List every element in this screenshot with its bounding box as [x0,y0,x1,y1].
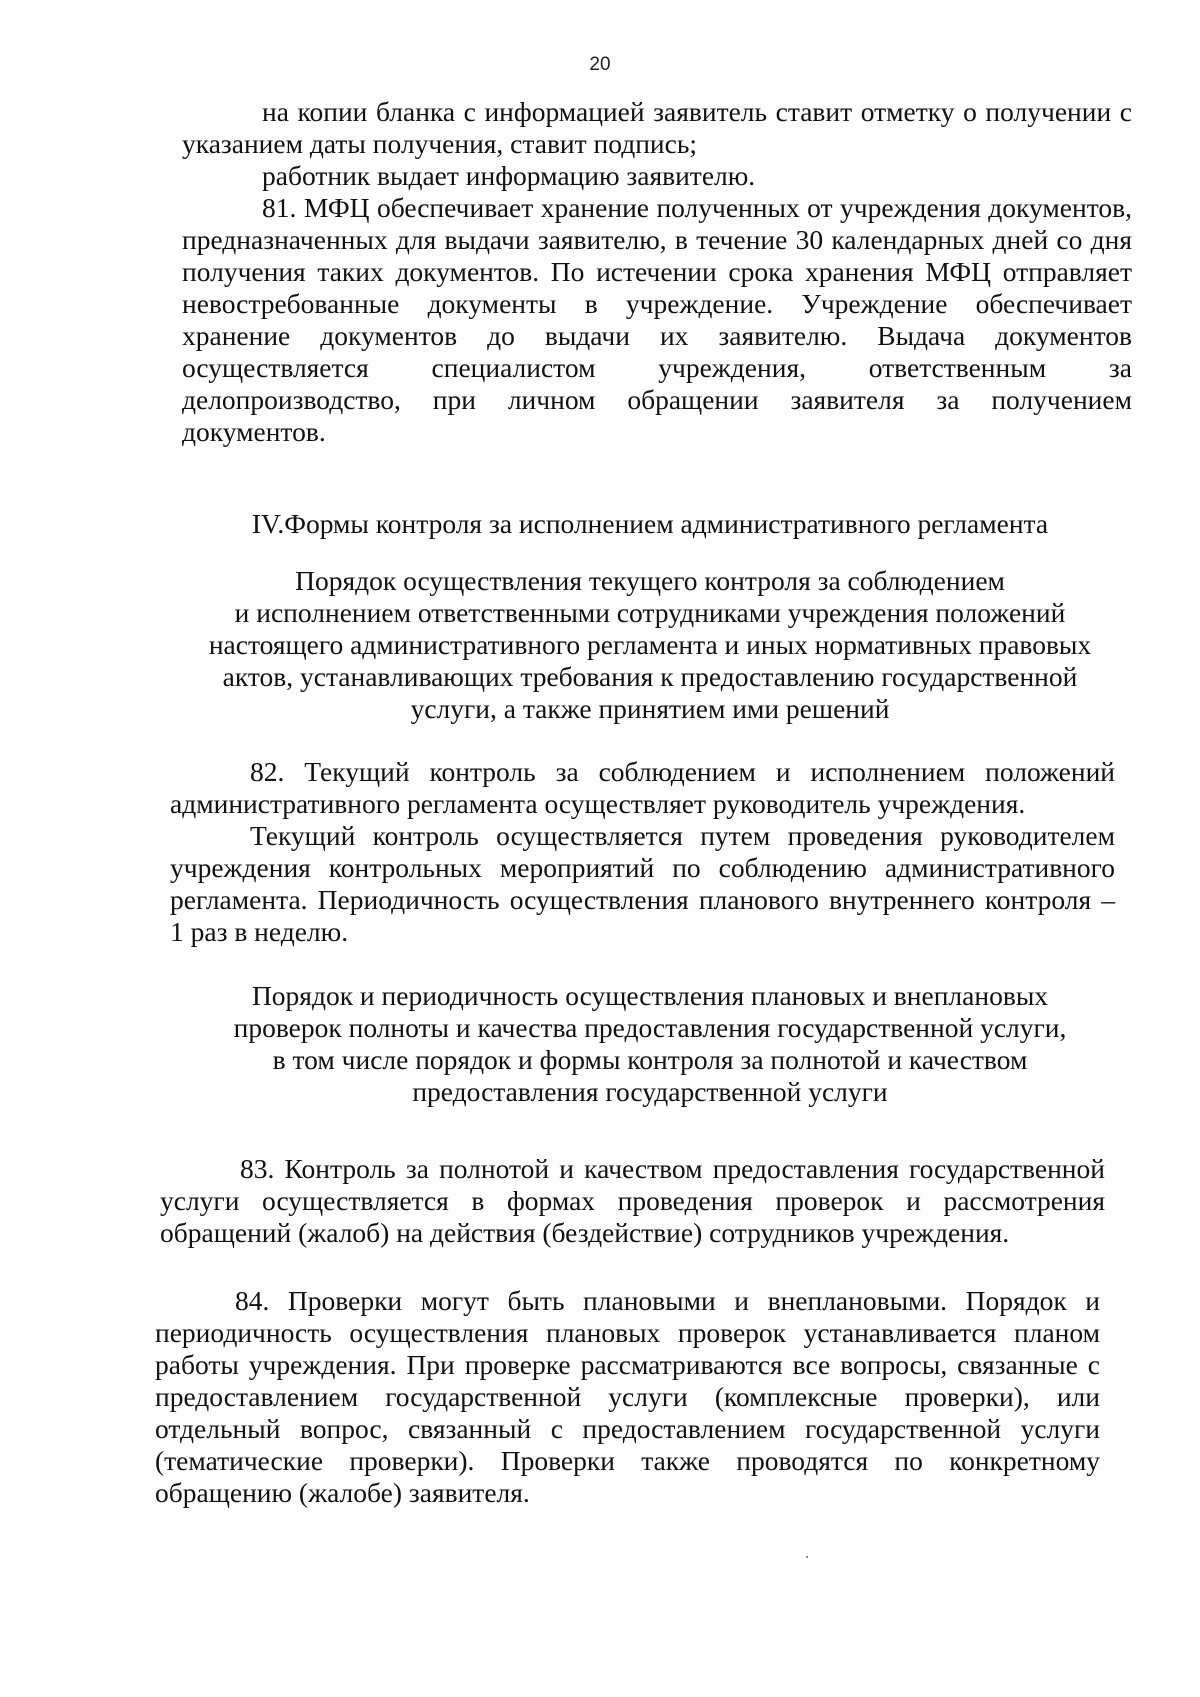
subheading-line: услуги, а также принятием ими решений [410,693,890,724]
paragraph-84: 84. Проверки могут быть плановыми и внеплановыми. Порядок и периодичность осуществления плановых проверок устанавливается планом работы учреждения. При проверке рассматриваются все вопросы, связанные с предоставлением государственной услуги (комплексные проверки), или отдельный вопрос, связанный с предоставлением государственной услуги (тематические проверки). Проверки также проводятся по конкретному обращению (жалобе) заявителя. [155,1285,1100,1508]
subheading-line: в том числе порядок и формы контроля за полнотой и качеством [272,1044,1028,1075]
scan-speck [806,1556,808,1558]
subheading-line: предоставления государственной услуги [412,1076,888,1107]
intro-paragraph-2: работник выдает информацию заявителю. [262,160,756,191]
paragraph-81: 81. МФЦ обеспечивает хранение полученных от учреждения документов, предназначенных для выдачи заявителю, в течение 30 календарных дней со дня получения таких документов. По истечении срока хранения МФЦ отправляет невостребованные документы в учреждение. Учреждение обеспечивает хранение документов до выдачи их заявителю. Выдача документов осуществляется специалистом учреждения, ответственным за делопроизводство, при личном обращении заявителя за получением документов. [182,192,1132,447]
paragraph-82-current-control: Текущий контроль осуществляется путем проведения руководителем учреждения контрольных мероприятий по соблюдению административного регламента. Периодичность осуществления планового внутреннего контроля – 1 раз в неделю. [170,820,1115,947]
subheading-line: Порядок и периодичность осуществления плановых и внеплановых [251,980,1049,1011]
subheading-line: актов, устанавливающих требования к предоставлению государственной [222,661,1078,692]
section-82-block [170,756,1115,948]
subheading-line: настоящего административного регламента и иных нормативных правовых [208,629,1092,660]
intro-block [182,96,1132,448]
intro-paragraph-1: на копии бланка с информацией заявитель ставит отметку о получении с указанием даты получения, ставит подпись; [182,96,1132,159]
subheading-line: и исполнением ответственными сотрудниками учреждения положений [234,597,1066,628]
subheading-line: проверок полноты и качества предоставления государственной услуги, [233,1012,1067,1043]
section-title [150,508,1150,540]
section-title-text: IV.Формы контроля за исполнением административного регламента [251,508,1049,539]
section-84-block [155,1285,1100,1509]
paragraph-82: 82. Текущий контроль за соблюдением и исполнением положений административного регламента осуществляет руководитель учреждения. [170,756,1115,819]
paragraph-83: 83. Контроль за полнотой и качеством предоставления государственной услуги осуществляется в формах проведения проверок и рассмотрения обращений (жалоб) на действия (бездействие) сотрудников учреждения. [160,1153,1105,1248]
section-83-block [160,1153,1105,1249]
subheading-planned-checks [150,980,1150,1108]
page-number: 20 [589,54,611,75]
subheading-current-control [150,565,1150,725]
subheading-line: Порядок осуществления текущего контроля за соблюдением [295,565,1005,596]
